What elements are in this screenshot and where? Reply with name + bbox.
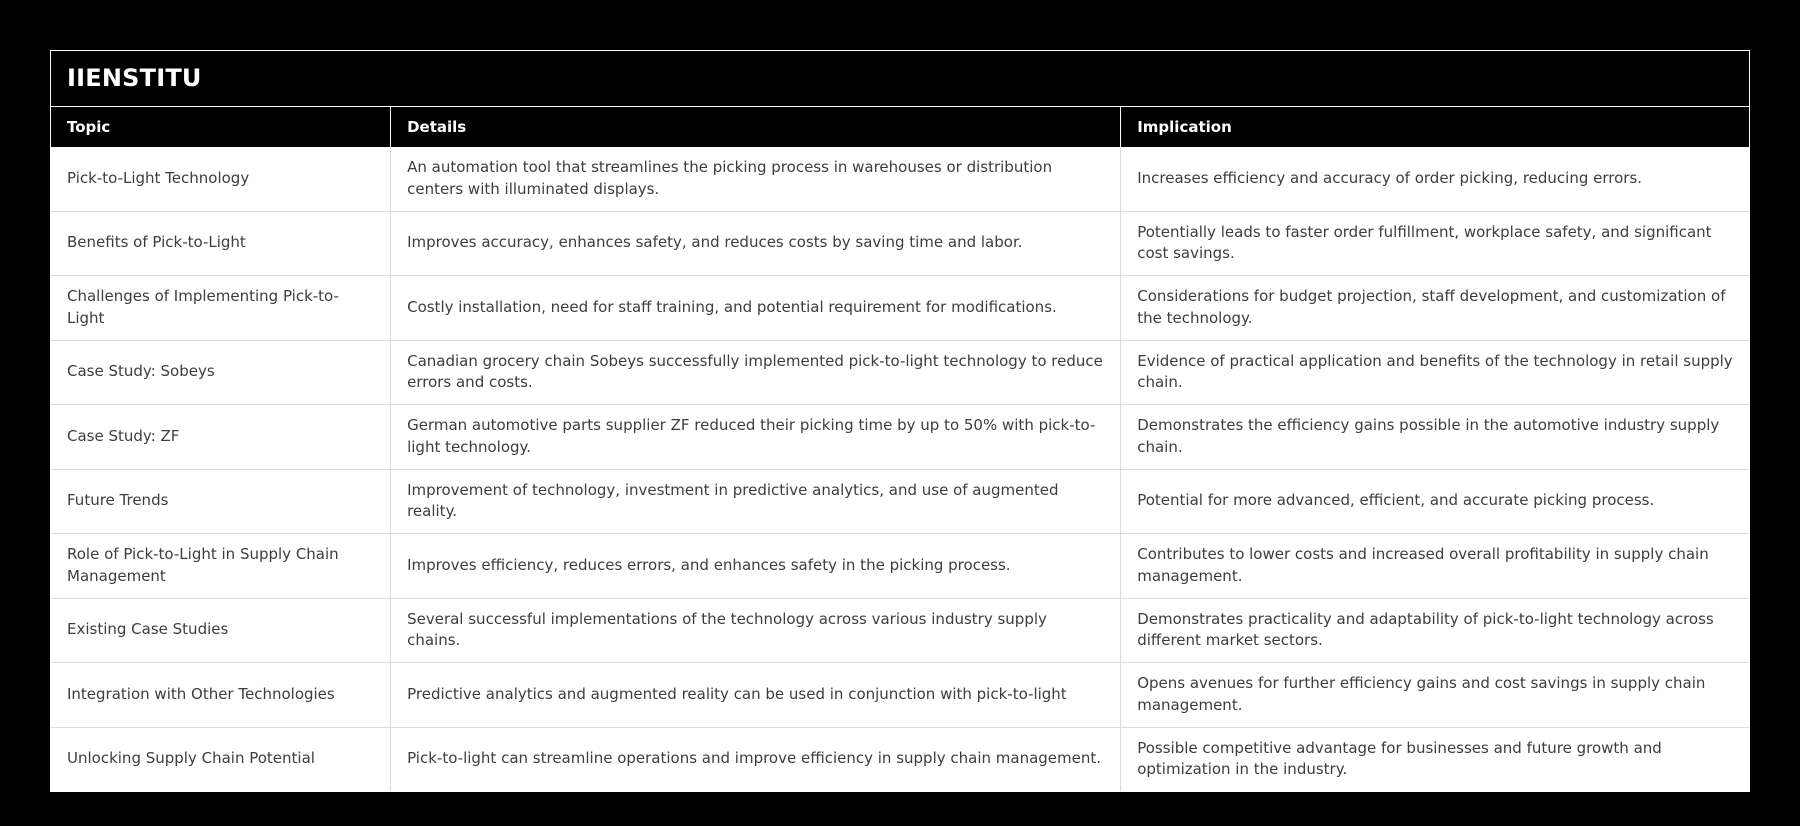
topic-cell: Integration with Other Technologies: [51, 663, 391, 728]
details-cell: Improves accuracy, enhances safety, and reduces costs by saving time and labor.: [391, 211, 1121, 276]
header-row: [51, 107, 1749, 147]
column-header-details: Details: [391, 107, 1121, 147]
topic-cell: Future Trends: [51, 469, 391, 534]
details-cell: Pick-to-light can streamline operations and improve efficiency in supply chain management.: [391, 727, 1121, 791]
info-table: [51, 107, 1749, 791]
details-cell: Predictive analytics and augmented reality can be used in conjunction with pick-to-light: [391, 663, 1121, 728]
table-panel: [50, 50, 1750, 792]
details-cell: Improves efficiency, reduces errors, and enhances safety in the picking process.: [391, 534, 1121, 599]
implication-cell: Evidence of practical application and benefits of the technology in retail supply chain.: [1121, 340, 1749, 405]
details-cell: Canadian grocery chain Sobeys successfully implemented pick-to-light technology to reduce errors and costs.: [391, 340, 1121, 405]
topic-cell: Unlocking Supply Chain Potential: [51, 727, 391, 791]
table-row: [51, 276, 1749, 341]
topic-cell: Case Study: ZF: [51, 405, 391, 470]
details-cell: Improvement of technology, investment in predictive analytics, and use of augmented reality.: [391, 469, 1121, 534]
topic-cell: Existing Case Studies: [51, 598, 391, 663]
column-header-implication: Implication: [1121, 107, 1749, 147]
implication-cell: Potentially leads to faster order fulfillment, workplace safety, and significant cost savings.: [1121, 211, 1749, 276]
details-cell: Several successful implementations of the technology across various industry supply chains.: [391, 598, 1121, 663]
table-row: [51, 598, 1749, 663]
table-row: [51, 727, 1749, 791]
table-row: [51, 147, 1749, 211]
topic-cell: Role of Pick-to-Light in Supply Chain Management: [51, 534, 391, 599]
implication-cell: Contributes to lower costs and increased overall profitability in supply chain management.: [1121, 534, 1749, 599]
implication-cell: Demonstrates the efficiency gains possible in the automotive industry supply chain.: [1121, 405, 1749, 470]
topic-cell: Case Study: Sobeys: [51, 340, 391, 405]
implication-cell: Possible competitive advantage for businesses and future growth and optimization in the industry.: [1121, 727, 1749, 791]
table-body: [51, 147, 1749, 791]
topic-cell: Pick-to-Light Technology: [51, 147, 391, 211]
table-row: [51, 405, 1749, 470]
topic-cell: Challenges of Implementing Pick-to-Light: [51, 276, 391, 341]
implication-cell: Opens avenues for further efficiency gains and cost savings in supply chain management.: [1121, 663, 1749, 728]
page-title: IIENSTITU: [51, 51, 1749, 107]
topic-cell: Benefits of Pick-to-Light: [51, 211, 391, 276]
details-cell: An automation tool that streamlines the picking process in warehouses or distribution centers with illuminated displays.: [391, 147, 1121, 211]
details-cell: German automotive parts supplier ZF reduced their picking time by up to 50% with pick-to-light technology.: [391, 405, 1121, 470]
implication-cell: Considerations for budget projection, staff development, and customization of the technology.: [1121, 276, 1749, 341]
table-header: [51, 107, 1749, 147]
implication-cell: Increases efficiency and accuracy of order picking, reducing errors.: [1121, 147, 1749, 211]
implication-cell: Demonstrates practicality and adaptability of pick-to-light technology across different market sectors.: [1121, 598, 1749, 663]
details-cell: Costly installation, need for staff training, and potential requirement for modifications.: [391, 276, 1121, 341]
column-header-topic: Topic: [51, 107, 391, 147]
table-row: [51, 534, 1749, 599]
table-row: [51, 663, 1749, 728]
implication-cell: Potential for more advanced, efficient, and accurate picking process.: [1121, 469, 1749, 534]
table-row: [51, 340, 1749, 405]
table-row: [51, 211, 1749, 276]
table-row: [51, 469, 1749, 534]
